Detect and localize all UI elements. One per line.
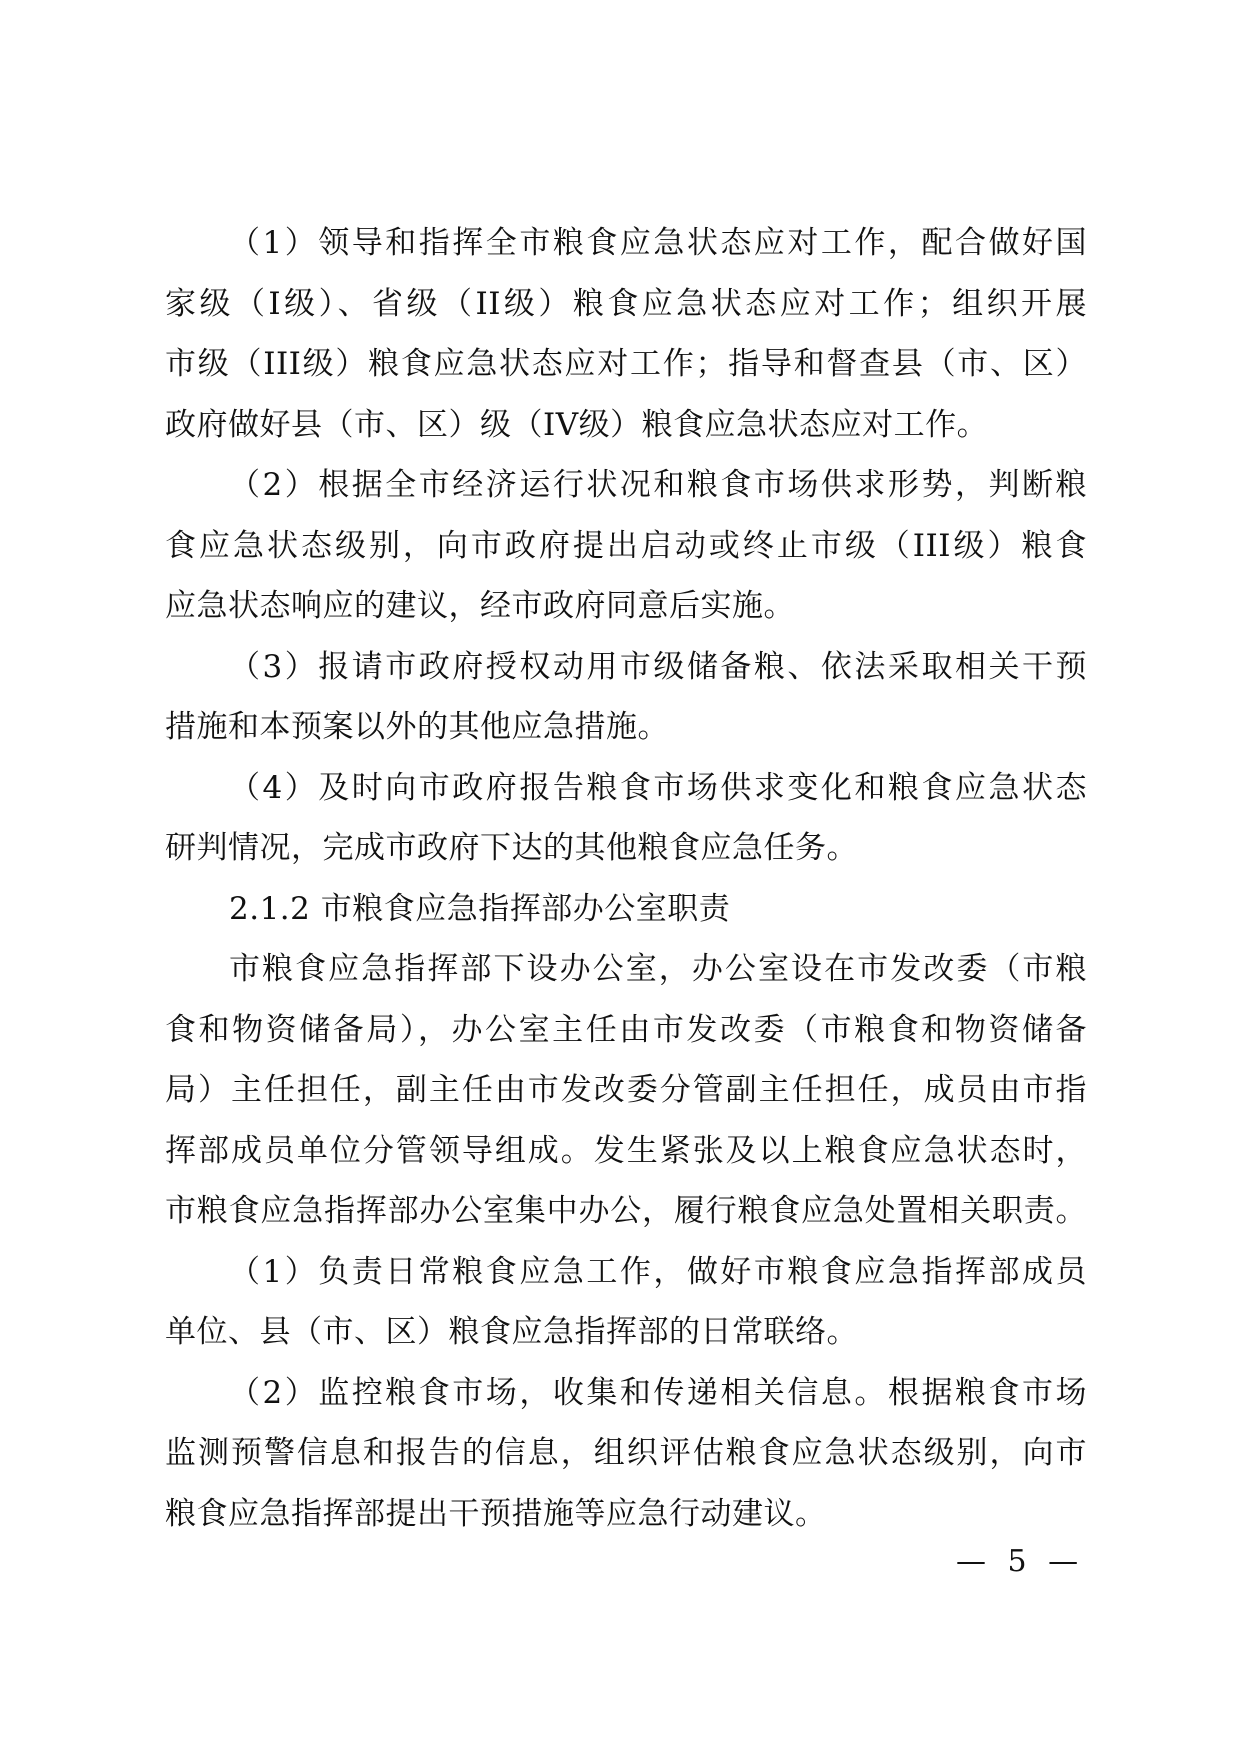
- text-line: 食应急状态级别，向市政府提出启动或终止市级（III级）粮食: [165, 527, 1087, 564]
- text-line: 市粮食应急指挥部下设办公室，办公室设在市发改委（市粮: [229, 951, 1087, 987]
- text-line: 2.1.2 市粮食应急指挥部办公室职责: [229, 890, 731, 927]
- text-line: （2）根据全市经济运行状况和粮食市场供求形势，判断粮: [229, 467, 1087, 503]
- text-line: 监测预警信息和报告的信息，组织评估粮食应急状态级别，向市: [165, 1435, 1087, 1471]
- text-line: 单位、县（市、区）粮食应急指挥部的日常联络。: [165, 1314, 858, 1350]
- text-line: 粮食应急指挥部提出干预措施等应急行动建议。: [165, 1495, 827, 1532]
- text-line: 市级（III级）粮食应急状态应对工作；指导和督查县（市、区）: [165, 346, 1087, 382]
- text-line: （1）负责日常粮食应急工作，做好市粮食应急指挥部成员: [229, 1253, 1087, 1290]
- page-number: — 5 —: [956, 1544, 1085, 1579]
- text-line: 市粮食应急指挥部办公室集中办公，履行粮食应急处置相关职责。: [165, 1193, 1087, 1229]
- text-line: 局）主任担任，副主任由市发改委分管副主任担任，成员由市指: [165, 1072, 1087, 1108]
- text-line: 措施和本预案以外的其他应急措施。: [165, 709, 669, 745]
- text-line: （1）领导和指挥全市粮食应急状态应对工作，配合做好国: [229, 225, 1087, 261]
- text-line: （3）报请市政府授权动用市级储备粮、依法采取相关干预: [229, 648, 1087, 685]
- body-text: [165, 213, 1087, 1544]
- text-line: 家级（Ⅰ级）、省级（II级）粮食应急状态应对工作；组织开展: [165, 285, 1087, 322]
- text-line: 政府做好县（市、区）级（IV级）粮食应急状态应对工作。: [165, 406, 989, 443]
- text-line: （2）监控粮食市场，收集和传递相关信息。根据粮食市场: [229, 1374, 1087, 1411]
- text-line: 研判情况，完成市政府下达的其他粮食应急任务。: [165, 830, 858, 866]
- text-line: 食和物资储备局），办公室主任由市发改委（市粮食和物资储备: [165, 1011, 1087, 1048]
- text-line: 应急状态响应的建议，经市政府同意后实施。: [165, 588, 795, 624]
- text-line: 挥部成员单位分管领导组成。发生紧张及以上粮食应急状态时，: [165, 1132, 1087, 1169]
- text-line: （4）及时向市政府报告粮食市场供求变化和粮食应急状态: [229, 769, 1087, 806]
